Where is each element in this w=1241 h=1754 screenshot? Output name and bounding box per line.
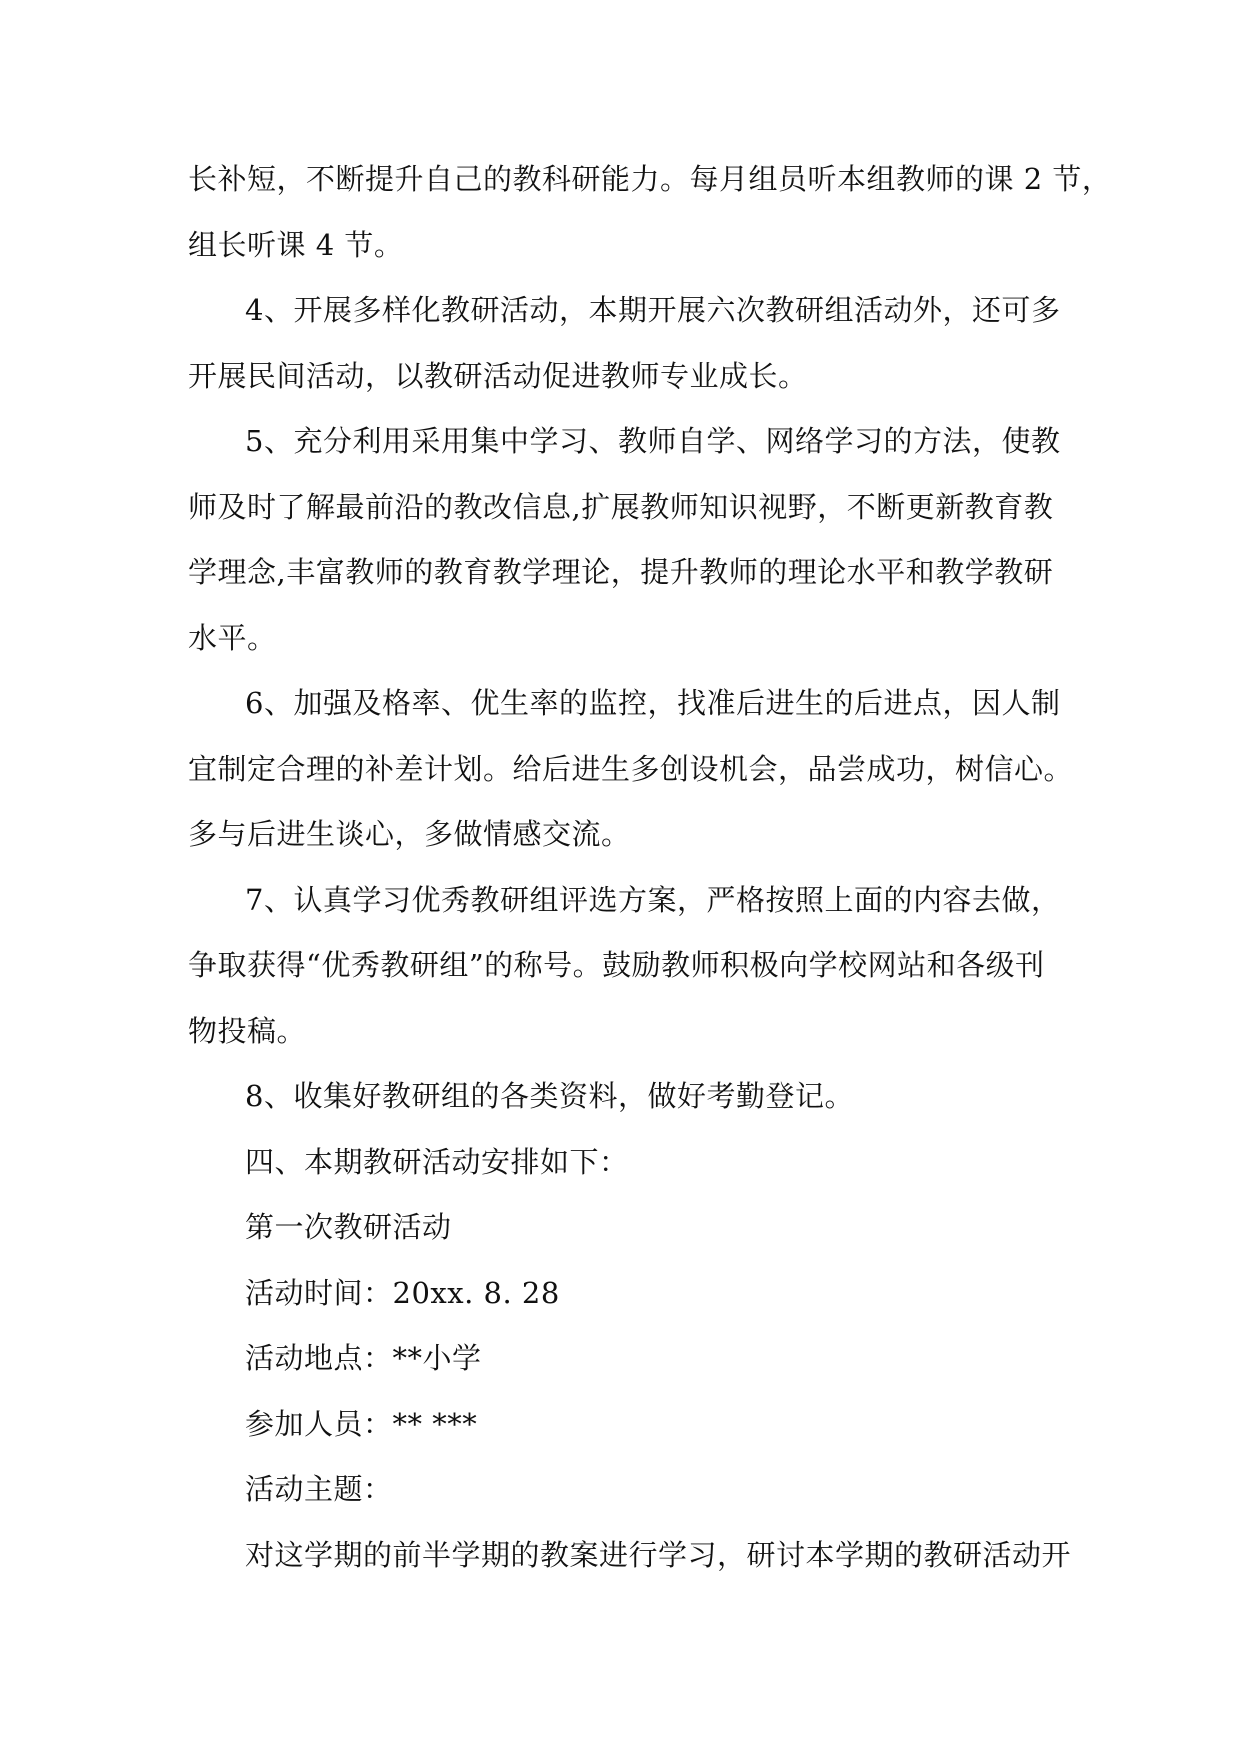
text-line: 对这学期的前半学期的教案进行学习，研讨本学期的教研活动开 — [245, 1538, 1072, 1572]
activity-participants: 参加人员：** *** — [245, 1407, 478, 1441]
section-heading: 四、本期教研活动安排如下： — [245, 1145, 629, 1179]
text-line: 组长听课 4 节。 — [188, 228, 404, 262]
text-line: 5、充分利用采用集中学习、教师自学、网络学习的方法，使教 — [245, 424, 1061, 458]
text-line: 4、开展多样化教研活动，本期开展六次教研组活动外，还可多 — [245, 293, 1061, 327]
activity-title: 第一次教研活动 — [245, 1210, 452, 1244]
text-line: 6、加强及格率、优生率的监控，找准后进生的后进点，因人制 — [245, 686, 1061, 720]
text-line: 宜制定合理的补差计划。给后进生多创设机会，品尝成功，树信心。 — [188, 752, 1074, 786]
text-line: 8、收集好教研组的各类资料，做好考勤登记。 — [245, 1079, 854, 1113]
activity-location: 活动地点：**小学 — [245, 1341, 482, 1375]
activity-time: 活动时间：20xx. 8. 28 — [245, 1276, 560, 1310]
text-line: 物投稿。 — [188, 1014, 307, 1048]
text-line: 水平。 — [188, 621, 277, 655]
text-line: 争取获得“优秀教研组”的称号。鼓励教师积极向学校网站和各级刊 — [188, 948, 1045, 982]
text-line: 开展民间活动，以教研活动促进教师专业成长。 — [188, 359, 808, 393]
text-line: 学理念,丰富教师的教育教学理论，提升教师的理论水平和教学教研 — [188, 555, 1054, 589]
text-line: 7、认真学习优秀教研组评选方案，严格按照上面的内容去做， — [245, 883, 1061, 917]
text-line: 长补短，不断提升自己的教科研能力。每月组员听本组教师的课 2 节， — [188, 162, 1112, 196]
activity-theme-label: 活动主题： — [245, 1472, 393, 1506]
text-line: 师及时了解最前沿的教改信息,扩展教师知识视野，不断更新教育教 — [188, 490, 1054, 524]
text-line: 多与后进生谈心，多做情感交流。 — [188, 817, 631, 851]
